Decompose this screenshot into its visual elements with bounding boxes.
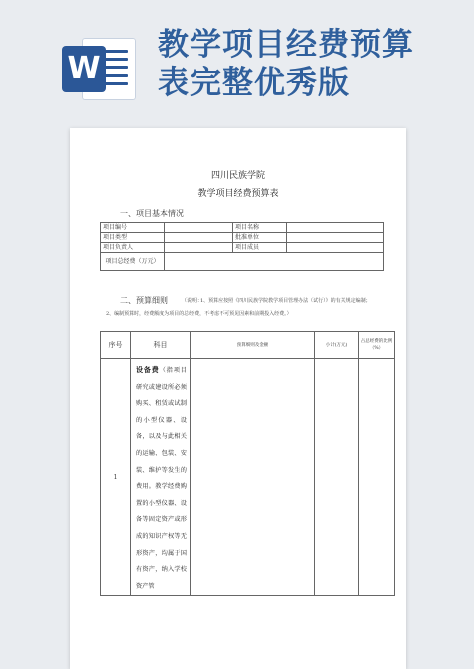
word-badge: W <box>62 46 106 92</box>
info-label: 项目名称 <box>233 223 287 233</box>
banner <box>0 0 474 118</box>
subject-cell <box>131 359 191 596</box>
subject-description: （指项目研究或建设所必须购买、租赁或试制的小型仪器、设备，以及与此相关的运输、包装、安装、维护等发生的费用。教学经费购置的小型仪器、设备等固定资产或形成的知识产权等无形资产，均属于国有资产，纳入学校资产管 <box>136 367 187 590</box>
project-info-table <box>100 222 384 271</box>
word-document-icon <box>62 38 136 100</box>
note-label: （说明： <box>182 298 203 304</box>
school-name: 四川民族学院 <box>210 171 265 181</box>
note-line-2: 2、编制预算时，经费额度为项目的总经费，不考虑不可预见因素和前期投入经费。） <box>106 311 292 317</box>
note-line-1: 1、预算应按照《四川民族学院教学项目管理办法（试行）》的有关规定编制； <box>200 298 371 304</box>
banner-title-line1: 教学项目经费预算 <box>158 27 414 63</box>
info-value <box>165 253 384 271</box>
table-header-row <box>101 332 395 359</box>
info-label: 批准单位 <box>233 233 287 243</box>
table-row <box>101 233 384 243</box>
budget-detail-cell <box>191 359 315 596</box>
banner-title <box>158 26 468 102</box>
row-number: 1 <box>101 359 131 596</box>
document-title: 教学项目经费预算表 <box>197 189 279 199</box>
header-cell: 占总经费的比例（%） <box>359 332 395 359</box>
info-label: 项目成员 <box>233 243 287 253</box>
table-row <box>101 243 384 253</box>
header-cell: 小计(万元) <box>315 332 359 359</box>
table-row <box>101 359 395 596</box>
subtotal-cell <box>315 359 359 596</box>
document-page <box>70 128 406 669</box>
ratio-cell <box>359 359 395 596</box>
info-value <box>165 233 233 243</box>
table-row <box>101 253 384 271</box>
section1-heading: 一、项目基本情况 <box>120 209 184 218</box>
table-row <box>101 223 384 233</box>
info-value <box>165 223 233 233</box>
info-value <box>165 243 233 253</box>
budget-detail-table <box>100 331 395 596</box>
info-value <box>287 233 384 243</box>
banner-title-line2: 表完整优秀版 <box>158 65 350 101</box>
info-label: 项目类型 <box>101 233 165 243</box>
header-cell: 序号 <box>101 332 131 359</box>
info-label: 项目编号 <box>101 223 165 233</box>
info-value <box>287 243 384 253</box>
info-label: 项目总经费（万元） <box>101 253 165 271</box>
header-cell: 科目 <box>131 332 191 359</box>
info-value <box>287 223 384 233</box>
subject-text <box>136 362 187 595</box>
info-label: 项目负责人 <box>101 243 165 253</box>
subject-bold: 设备费 <box>136 366 160 374</box>
section2-heading: 二、预算细则 <box>120 296 168 305</box>
header-cell: 预算细则及金额 <box>191 332 315 359</box>
